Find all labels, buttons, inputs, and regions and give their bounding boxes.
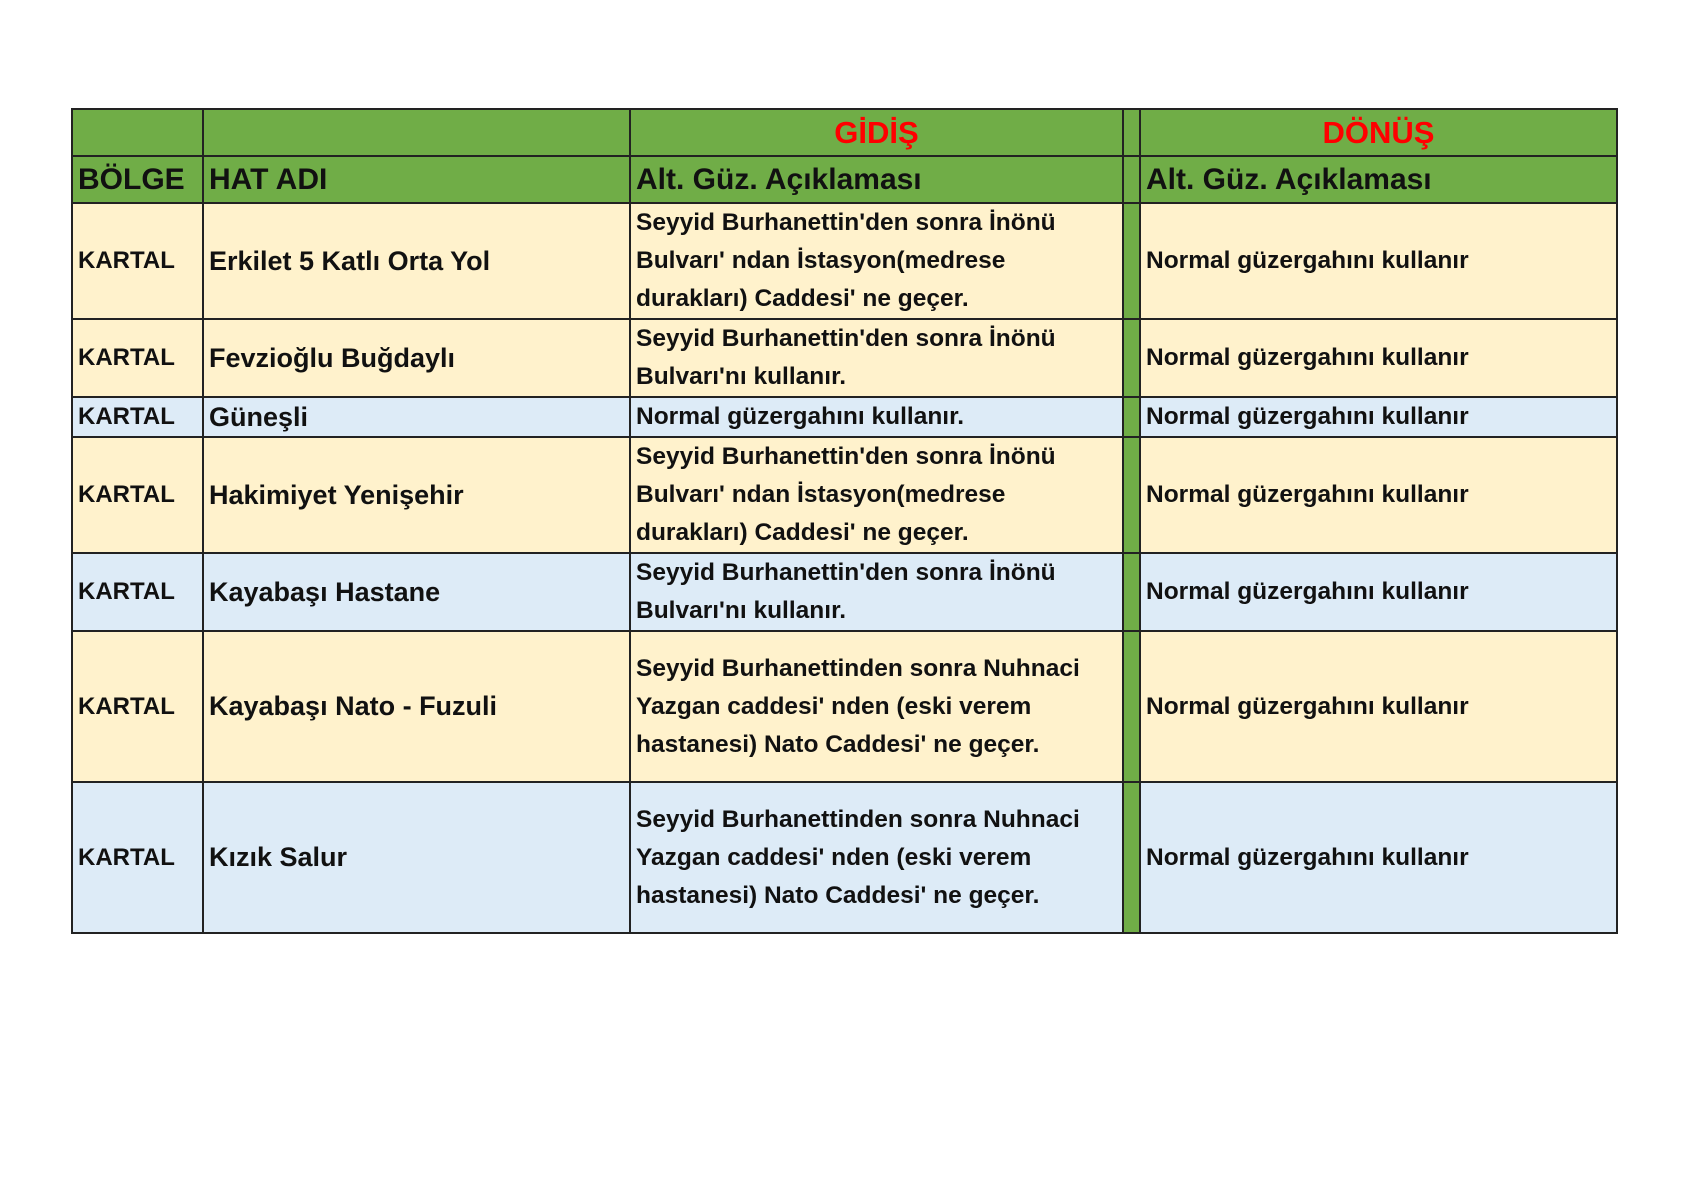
column-separator <box>1123 203 1140 319</box>
column-separator <box>1123 109 1140 156</box>
description-line: Bulvarı' ndan İstasyon(medrese <box>636 481 1006 508</box>
column-separator <box>1123 319 1140 397</box>
description-line: Bulvarı'nı kullanır. <box>636 363 847 390</box>
description-line: Seyyid Burhanettin'den sonra İnönü <box>636 325 1056 352</box>
description-line: Seyyid Burhanettin'den sonra İnönü <box>636 559 1056 586</box>
column-separator <box>1123 156 1140 203</box>
cell-donus-description: Normal güzergahını kullanır <box>1140 553 1617 631</box>
header-empty-region <box>72 109 203 156</box>
table-row <box>72 203 1617 319</box>
cell-line-name: Fevzioğlu Buğdaylı <box>203 319 630 397</box>
header-bolge: BÖLGE <box>72 156 203 203</box>
cell-gidis-description <box>630 553 1123 631</box>
description-line: Yazgan caddesi' nden (eski verem <box>636 692 1032 720</box>
cell-region: KARTAL <box>72 782 203 933</box>
cell-donus-description: Normal güzergahını kullanır <box>1140 437 1617 553</box>
description-line: Bulvarı' ndan İstasyon(medrese <box>636 247 1006 274</box>
header-empty-line <box>203 109 630 156</box>
table-row <box>72 319 1617 397</box>
table-row <box>72 631 1617 782</box>
description-line: hastanesi) Nato Caddesi' ne geçer. <box>636 730 1040 758</box>
cell-donus-description: Normal güzergahını kullanır <box>1140 319 1617 397</box>
description-line: Bulvarı'nı kullanır. <box>636 597 847 624</box>
cell-gidis-description <box>630 782 1123 933</box>
cell-line-name: Kayabaşı Nato - Fuzuli <box>203 631 630 782</box>
table-row <box>72 397 1617 437</box>
column-separator <box>1123 397 1140 437</box>
column-separator <box>1123 437 1140 553</box>
cell-region: KARTAL <box>72 437 203 553</box>
column-separator <box>1123 782 1140 933</box>
column-separator <box>1123 631 1140 782</box>
description-line: Seyyid Burhanettinden sonra Nuhnaci <box>636 654 1080 682</box>
header-gidis-desc: Alt. Güz. Açıklaması <box>630 156 1123 203</box>
description-line: Yazgan caddesi' nden (eski verem <box>636 843 1032 871</box>
cell-gidis-description <box>630 397 1123 437</box>
cell-region: KARTAL <box>72 553 203 631</box>
description-line: Normal güzergahını kullanır. <box>636 403 965 430</box>
cell-region: KARTAL <box>72 397 203 437</box>
description-line: durakları) Caddesi' ne geçer. <box>636 519 969 546</box>
cell-line-name: Güneşli <box>203 397 630 437</box>
cell-region: KARTAL <box>72 631 203 782</box>
cell-line-name: Kızık Salur <box>203 782 630 933</box>
table-row <box>72 437 1617 553</box>
cell-region: KARTAL <box>72 203 203 319</box>
cell-gidis-description <box>630 437 1123 553</box>
cell-donus-description: Normal güzergahını kullanır <box>1140 782 1617 933</box>
table-row <box>72 553 1617 631</box>
header-hat-adi: HAT ADI <box>203 156 630 203</box>
header-donus-desc: Alt. Güz. Açıklaması <box>1140 156 1617 203</box>
header-row-direction <box>72 109 1617 156</box>
cell-donus-description: Normal güzergahını kullanır <box>1140 203 1617 319</box>
cell-line-name: Erkilet 5 Katlı Orta Yol <box>203 203 630 319</box>
cell-line-name: Kayabaşı Hastane <box>203 553 630 631</box>
route-table <box>71 108 1618 934</box>
cell-region: KARTAL <box>72 319 203 397</box>
description-line: Seyyid Burhanettin'den sonra İnönü <box>636 209 1056 236</box>
cell-donus-description: Normal güzergahını kullanır <box>1140 631 1617 782</box>
description-line: durakları) Caddesi' ne geçer. <box>636 285 969 312</box>
header-gidis: GİDİŞ <box>630 109 1123 156</box>
column-separator <box>1123 553 1140 631</box>
description-line: hastanesi) Nato Caddesi' ne geçer. <box>636 881 1040 909</box>
description-line: Seyyid Burhanettin'den sonra İnönü <box>636 443 1056 470</box>
header-donus: DÖNÜŞ <box>1140 109 1617 156</box>
cell-line-name: Hakimiyet Yenişehir <box>203 437 630 553</box>
cell-gidis-description <box>630 631 1123 782</box>
cell-donus-description: Normal güzergahını kullanır <box>1140 397 1617 437</box>
cell-gidis-description <box>630 319 1123 397</box>
cell-gidis-description <box>630 203 1123 319</box>
description-line: Seyyid Burhanettinden sonra Nuhnaci <box>636 805 1080 833</box>
table-body <box>72 109 1617 933</box>
table-row <box>72 782 1617 933</box>
header-row-columns <box>72 156 1617 203</box>
